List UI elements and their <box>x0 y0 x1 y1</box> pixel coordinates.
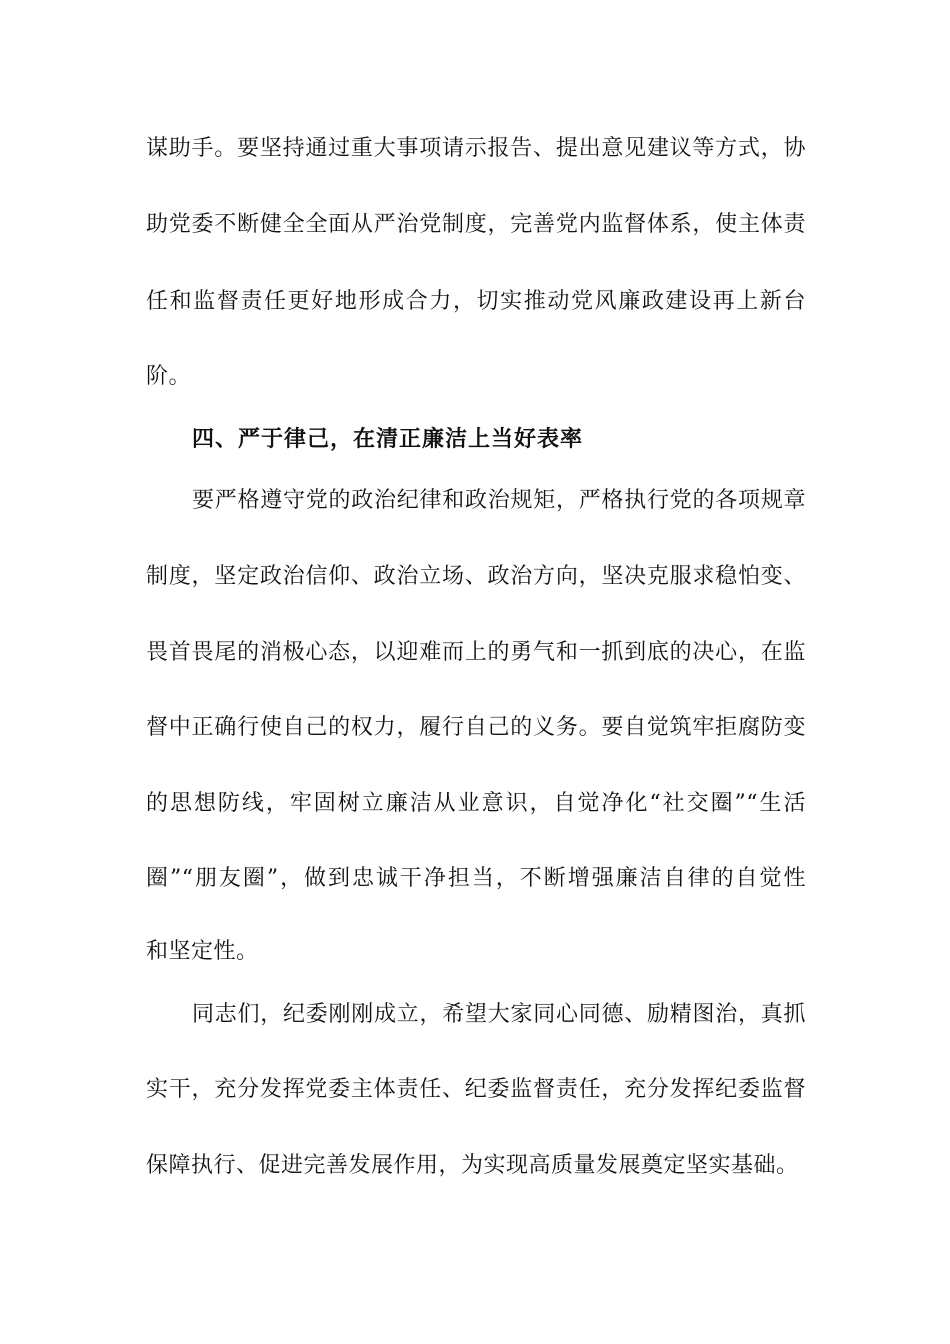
text-line: 圈”“朋友圈”，做到忠诚干净担当，不断增强廉洁自律的自觉性 <box>146 866 806 891</box>
text-line: 要严格遵守党的政治纪律和政治规矩，严格执行党的各项规章 <box>192 488 806 513</box>
text-line: 谋助手。要坚持通过重大事项请示报告、提出意见建议等方式，协 <box>146 136 806 161</box>
text-line: 畏首畏尾的消极心态，以迎难而上的勇气和一抓到底的决心，在监 <box>146 640 806 665</box>
text-line: 督中正确行使自己的权力，履行自己的义务。要自觉筑牢拒腐防变 <box>146 715 806 740</box>
text-line: 助党委不断健全全面从严治党制度，完善党内监督体系，使主体责 <box>146 212 806 237</box>
text-line: 和坚定性。 <box>146 939 259 964</box>
text-line: 保障执行、促进完善发展作用，为实现高质量发展奠定坚实基础。 <box>146 1153 799 1178</box>
text-line: 实干，充分发挥党委主体责任、纪委监督责任，充分发挥纪委监督 <box>146 1077 806 1102</box>
text-line: 同志们，纪委刚刚成立，希望大家同心同德、励精图治，真抓 <box>192 1002 806 1027</box>
text-line: 制度，坚定政治信仰、政治立场、政治方向，坚决克服求稳怕变、 <box>146 564 806 589</box>
text-line: 任和监督责任更好地形成合力，切实推动党风廉政建设再上新台 <box>146 289 806 314</box>
text-line: 阶。 <box>146 364 192 389</box>
section-heading: 四、严于律己，在清正廉洁上当好表率 <box>192 426 584 452</box>
text-line: 的思想防线，牢固树立廉洁从业意识，自觉净化“社交圈”“生活 <box>146 791 806 816</box>
